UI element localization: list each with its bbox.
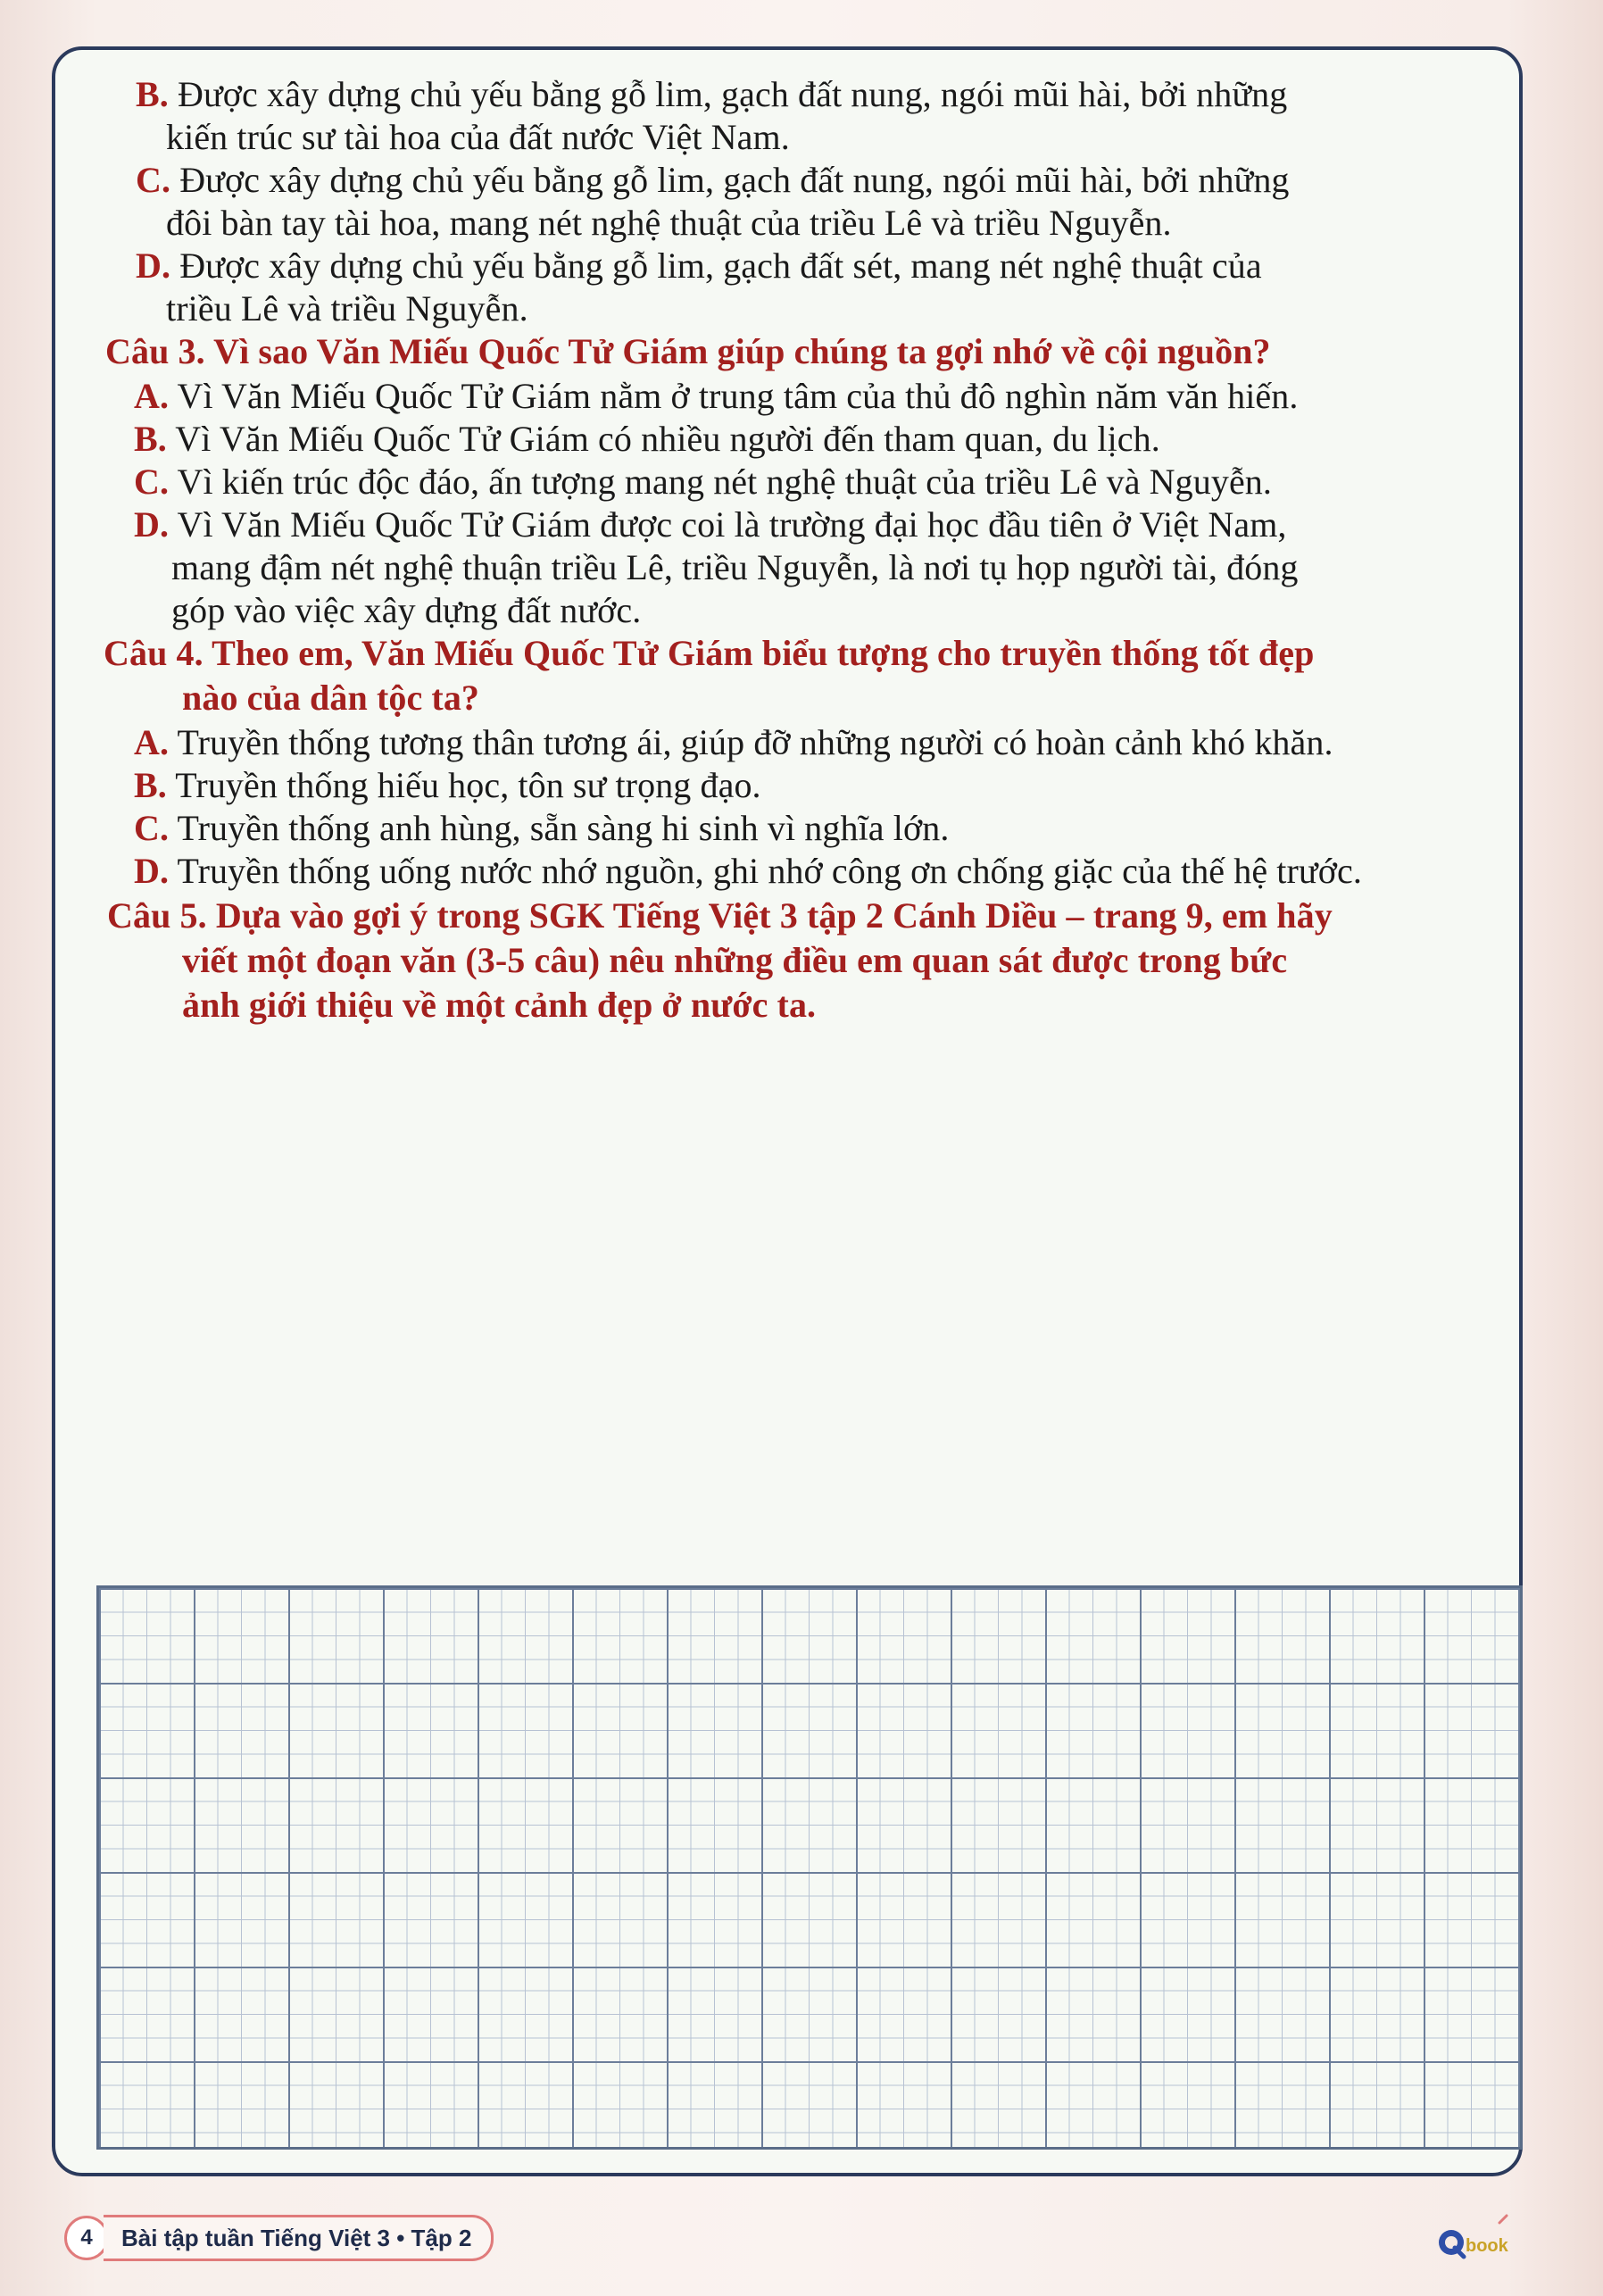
option-letter: C. <box>134 808 170 848</box>
option-continuation <box>171 546 1299 588</box>
option-line <box>134 461 1272 503</box>
option-letter: A. <box>134 376 170 416</box>
logo-wordmark: book <box>1466 2236 1508 2256</box>
question-5-continuation: ảnh giới thiệu về một cảnh đẹp ở nước ta. <box>182 985 817 1025</box>
exercise-content <box>55 50 1519 2173</box>
option-letter: B. <box>136 74 169 114</box>
option-letter: C. <box>134 462 170 502</box>
option-line <box>134 764 761 806</box>
option-text: Vì Văn Miếu Quốc Tử Giám được coi là trường đại học đầu tiên ở Việt Nam, <box>169 504 1287 545</box>
option-text: đôi bàn tay tài hoa, mang nét nghệ thuật của triều Lê và triều Nguyễn. <box>166 203 1172 243</box>
content-frame <box>52 46 1523 2176</box>
option-continuation <box>166 287 528 329</box>
option-text: góp vào việc xây dựng đất nước. <box>171 590 642 630</box>
book-title: Bài tập tuần Tiếng Việt 3 • Tập 2 <box>104 2215 494 2261</box>
option-letter: B. <box>134 765 167 805</box>
option-text: Truyền thống uống nước nhớ nguồn, ghi nhớ công ơn chống giặc của thế hệ trước. <box>169 851 1362 891</box>
option-line <box>134 375 1298 417</box>
option-text: mang đậm nét nghệ thuận triều Lê, triều Nguyễn, là nơi tụ họp người tài, đóng <box>171 547 1299 587</box>
option-text: Vì Văn Miếu Quốc Tử Giám có nhiều người đến tham quan, du lịch. <box>166 419 1160 459</box>
option-letter: D. <box>136 245 171 286</box>
option-line <box>134 850 1362 892</box>
option-continuation <box>166 116 790 158</box>
option-line <box>134 418 1160 460</box>
writing-grid[interactable] <box>96 1585 1523 2150</box>
option-text: Được xây dựng chủ yếu bằng gỗ lim, gạch đất nung, ngói mũi hài, bởi những <box>168 74 1288 114</box>
option-letter: C. <box>136 160 171 200</box>
option-letter: B. <box>134 419 167 459</box>
option-continuation <box>171 589 641 631</box>
option-line <box>136 245 1262 287</box>
option-line <box>134 503 1287 545</box>
option-text: Truyền thống anh hùng, sẵn sàng hi sinh vì nghĩa lớn. <box>169 808 950 848</box>
option-continuation <box>166 202 1172 244</box>
page-number: 4 <box>64 2216 109 2260</box>
question-5-continuation: viết một đoạn văn (3-5 câu) nêu những điều em quan sát được trong bức <box>182 940 1288 980</box>
option-text: Vì Văn Miếu Quốc Tử Giám nằm ở trung tâm của thủ đô nghìn năm văn hiến. <box>169 376 1299 416</box>
question-4-continuation: nào của dân tộc ta? <box>182 678 480 718</box>
option-line <box>134 721 1333 763</box>
option-text: triều Lê và triều Nguyễn. <box>166 288 528 329</box>
option-text: Truyền thống tương thân tương ái, giúp đỡ những người có hoàn cảnh khó khăn. <box>169 722 1333 762</box>
qbook-logo <box>1437 2214 1517 2264</box>
qbook-logo-icon <box>1437 2214 1517 2264</box>
option-text: Vì kiến trúc độc đáo, ấn tượng mang nét nghệ thuật của triều Lê và Nguyễn. <box>169 462 1272 502</box>
question-3: Câu 3. Vì sao Văn Miếu Quốc Tử Giám giúp chúng ta gợi nhớ về cội nguồn? <box>105 331 1271 371</box>
option-line <box>136 159 1290 201</box>
option-text: Được xây dựng chủ yếu bằng gỗ lim, gạch đất nung, ngói mũi hài, bởi những <box>170 160 1290 200</box>
option-text: kiến trúc sư tài hoa của đất nước Việt Nam. <box>166 117 790 157</box>
option-letter: D. <box>134 504 170 545</box>
footer <box>64 2216 494 2260</box>
question-4: Câu 4. Theo em, Văn Miếu Quốc Tử Giám biểu tượng cho truyền thống tốt đẹp <box>104 633 1315 673</box>
option-text: Được xây dựng chủ yếu bằng gỗ lim, gạch đất sét, mang nét nghệ thuật của <box>170 245 1262 286</box>
option-letter: A. <box>134 722 170 762</box>
option-letter: D. <box>134 851 170 891</box>
question-5: Câu 5. Dựa vào gợi ý trong SGK Tiếng Việt 3 tập 2 Cánh Diều – trang 9, em hãy <box>107 895 1333 936</box>
option-text: Truyền thống hiếu học, tôn sư trọng đạo. <box>166 765 761 805</box>
option-line <box>136 73 1287 115</box>
option-line <box>134 807 949 849</box>
